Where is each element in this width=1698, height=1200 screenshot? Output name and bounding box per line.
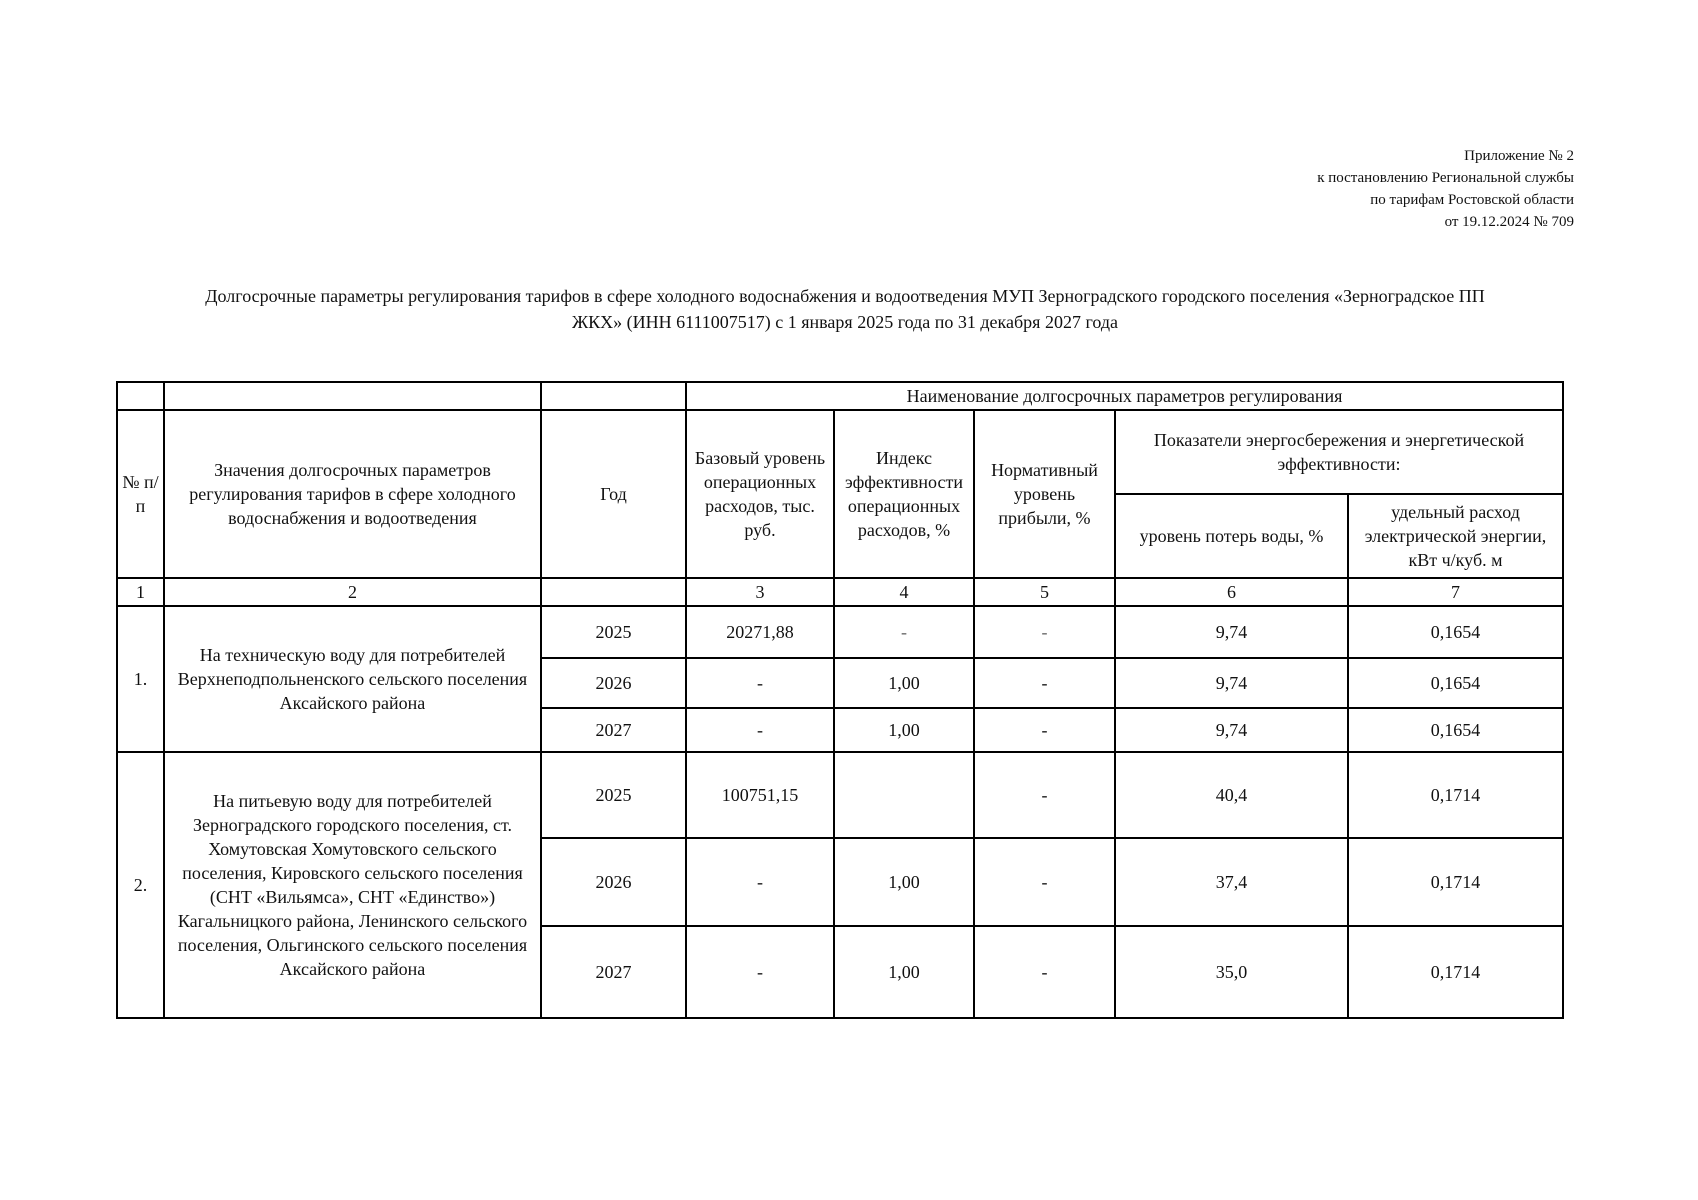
- water-losses-cell: 40,4: [1115, 752, 1348, 838]
- efficiency-index-cell: 1,00: [834, 838, 974, 926]
- title-line: ЖКХ» (ИНН 6111007517) с 1 января 2025 года по 31 декабря 2027 года: [571, 312, 1119, 332]
- header-energy-indicators: Показатели энергосбережения и энергетической эффективности:: [1115, 410, 1563, 494]
- table-row: [117, 752, 1563, 838]
- parameters-table: [116, 381, 1564, 1019]
- header-cell-blank: [164, 382, 541, 410]
- water-losses-cell: 9,74: [1115, 606, 1348, 658]
- water-losses-cell: 35,0: [1115, 926, 1348, 1018]
- row-number: 1.: [117, 606, 164, 752]
- efficiency-index-cell: 1,00: [834, 926, 974, 1018]
- water-losses-cell: 37,4: [1115, 838, 1348, 926]
- base-level-cell: -: [686, 658, 834, 708]
- header-cell-blank: [541, 382, 686, 410]
- efficiency-index-cell: 1,00: [834, 708, 974, 752]
- title-line: Долгосрочные параметры регулирования тарифов в сфере холодного водоснабжения и водоотведения МУП Зерноградского городского поселения «Зерноградское ПП: [205, 286, 1485, 306]
- base-level-cell: -: [686, 838, 834, 926]
- energy-consumption-cell: 0,1714: [1348, 926, 1563, 1018]
- water-losses-cell: 9,74: [1115, 708, 1348, 752]
- header-profit-level: Нормативный уровень прибыли, %: [974, 410, 1115, 578]
- header-year: Год: [541, 410, 686, 578]
- appendix-line: по тарифам Ростовской области: [1370, 192, 1574, 208]
- header-name: Значения долгосрочных параметров регулирования тарифов в сфере холодного водоснабжения и водоотведения: [164, 410, 541, 578]
- efficiency-index-cell: [834, 752, 974, 838]
- energy-consumption-cell: 0,1714: [1348, 752, 1563, 838]
- column-number: 1: [117, 578, 164, 606]
- column-number: 2: [164, 578, 541, 606]
- column-number: 4: [834, 578, 974, 606]
- appendix-line: к постановлению Региональной службы: [1317, 170, 1574, 186]
- base-level-cell: 20271,88: [686, 606, 834, 658]
- profit-level-cell: -: [974, 606, 1115, 658]
- year-cell: 2027: [541, 708, 686, 752]
- year-cell: 2026: [541, 838, 686, 926]
- row-description: На техническую воду для потребителей Верхнеподпольненского сельского поселения Аксайского района: [164, 606, 541, 752]
- column-number: 3: [686, 578, 834, 606]
- appendix-note: [1317, 145, 1574, 233]
- table-row: [117, 606, 1563, 658]
- group-header: Наименование долгосрочных параметров регулирования: [686, 382, 1563, 410]
- header-efficiency-index: Индекс эффективности операционных расходов, %: [834, 410, 974, 578]
- year-cell: 2027: [541, 926, 686, 1018]
- profit-level-cell: -: [974, 926, 1115, 1018]
- water-losses-cell: 9,74: [1115, 658, 1348, 708]
- efficiency-index-cell: 1,00: [834, 658, 974, 708]
- year-cell: 2025: [541, 752, 686, 838]
- profit-level-cell: -: [974, 708, 1115, 752]
- profit-level-cell: -: [974, 838, 1115, 926]
- base-level-cell: -: [686, 708, 834, 752]
- base-level-cell: -: [686, 926, 834, 1018]
- energy-consumption-cell: 0,1654: [1348, 708, 1563, 752]
- efficiency-index-cell: -: [834, 606, 974, 658]
- column-number: 6: [1115, 578, 1348, 606]
- year-cell: 2026: [541, 658, 686, 708]
- header-energy-consumption: удельный расход электрической энергии, кВт ч/куб. м: [1348, 494, 1563, 578]
- row-number: 2.: [117, 752, 164, 1018]
- document-title: [120, 283, 1570, 335]
- year-cell: 2025: [541, 606, 686, 658]
- energy-consumption-cell: 0,1654: [1348, 606, 1563, 658]
- header-water-losses: уровень потерь воды, %: [1115, 494, 1348, 578]
- energy-consumption-cell: 0,1714: [1348, 838, 1563, 926]
- header-base-level: Базовый уровень операционных расходов, тыс. руб.: [686, 410, 834, 578]
- row-description: На питьевую воду для потребителей Зерноградского городского поселения, ст. Хомутовская Хомутовского сельского поселения, Кировского сельского поселения (СНТ «Вильямса», СНТ «Единство») Кагальницкого района, Ленинского сельского поселения, Ольгинского сельского поселения Аксайского района: [164, 752, 541, 1018]
- column-number: 5: [974, 578, 1115, 606]
- base-level-cell: 100751,15: [686, 752, 834, 838]
- profit-level-cell: -: [974, 752, 1115, 838]
- energy-consumption-cell: 0,1654: [1348, 658, 1563, 708]
- column-number: 7: [1348, 578, 1563, 606]
- header-cell-blank: [117, 382, 164, 410]
- profit-level-cell: -: [974, 658, 1115, 708]
- appendix-line: Приложение № 2: [1464, 148, 1574, 164]
- header-num: № п/п: [117, 410, 164, 578]
- appendix-line: от 19.12.2024 № 709: [1444, 214, 1574, 230]
- column-number: [541, 578, 686, 606]
